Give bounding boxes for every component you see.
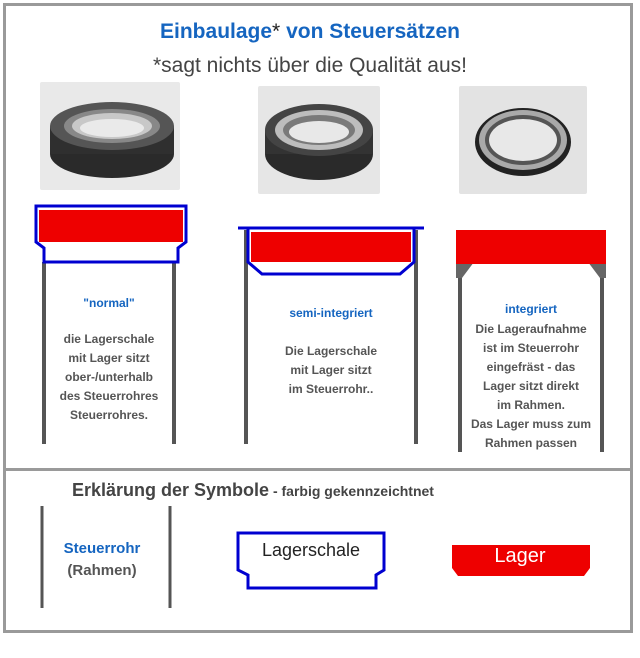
text-line: mit Lager sitzt <box>68 351 150 365</box>
text-line: die Lagerschale <box>63 332 155 346</box>
text-semi-integrated <box>250 342 412 399</box>
diagram-semi-integrated <box>238 228 424 444</box>
legend-steuerrohr <box>52 540 152 579</box>
text-line: Die Lagerschale <box>284 344 378 358</box>
title-rest: von Steuersätzen <box>280 20 460 43</box>
legend-rahmen-label: (Rahmen) <box>67 562 137 579</box>
text-line: im Rahmen. <box>496 398 565 412</box>
bearing-red <box>251 232 411 262</box>
page-subtitle: *sagt nichts über die Qualität aus! <box>152 54 467 77</box>
text-line: ober-/unterhalb <box>64 370 153 384</box>
text-line: mit Lager sitzt <box>290 363 372 377</box>
legend-title-main: Erklärung der Symbole <box>72 480 270 500</box>
text-line: Die Lageraufnahme <box>475 322 587 336</box>
text-line: im Steuerrohr.. <box>288 382 374 396</box>
legend-lagerschale-label: Lagerschale <box>261 540 361 560</box>
label-semi-integrated: semi-integriert <box>289 306 373 320</box>
legend-subtitle: - farbig gekennzeichtnet <box>269 483 434 499</box>
text-line: eingefräst - das <box>486 360 576 374</box>
label-integrated: integriert <box>504 302 557 316</box>
text-line: des Steuerrohres <box>59 389 159 403</box>
text-normal <box>48 330 170 425</box>
bearing-red <box>456 230 606 264</box>
label-normal: "normal" <box>83 296 135 310</box>
title-main: Einbaulage <box>160 20 273 43</box>
text-line: Lager sitzt direkt <box>482 379 580 393</box>
legend-lager-label: Lager <box>494 545 546 567</box>
bearing-seat-left <box>456 262 474 278</box>
text-line: Das Lager muss zum <box>470 417 592 431</box>
text-integrated <box>462 320 600 453</box>
text-line: Steuerrohres. <box>69 408 149 422</box>
text-line: Rahmen passen <box>484 436 578 450</box>
legend-steuerrohr-label: Steuerrohr <box>63 540 141 557</box>
bearing-seat-right <box>588 262 606 278</box>
legend-title <box>72 480 434 501</box>
text-line: ist im Steuerrohr <box>482 341 580 355</box>
bearing-red <box>39 210 183 242</box>
title-star: * <box>272 20 281 43</box>
